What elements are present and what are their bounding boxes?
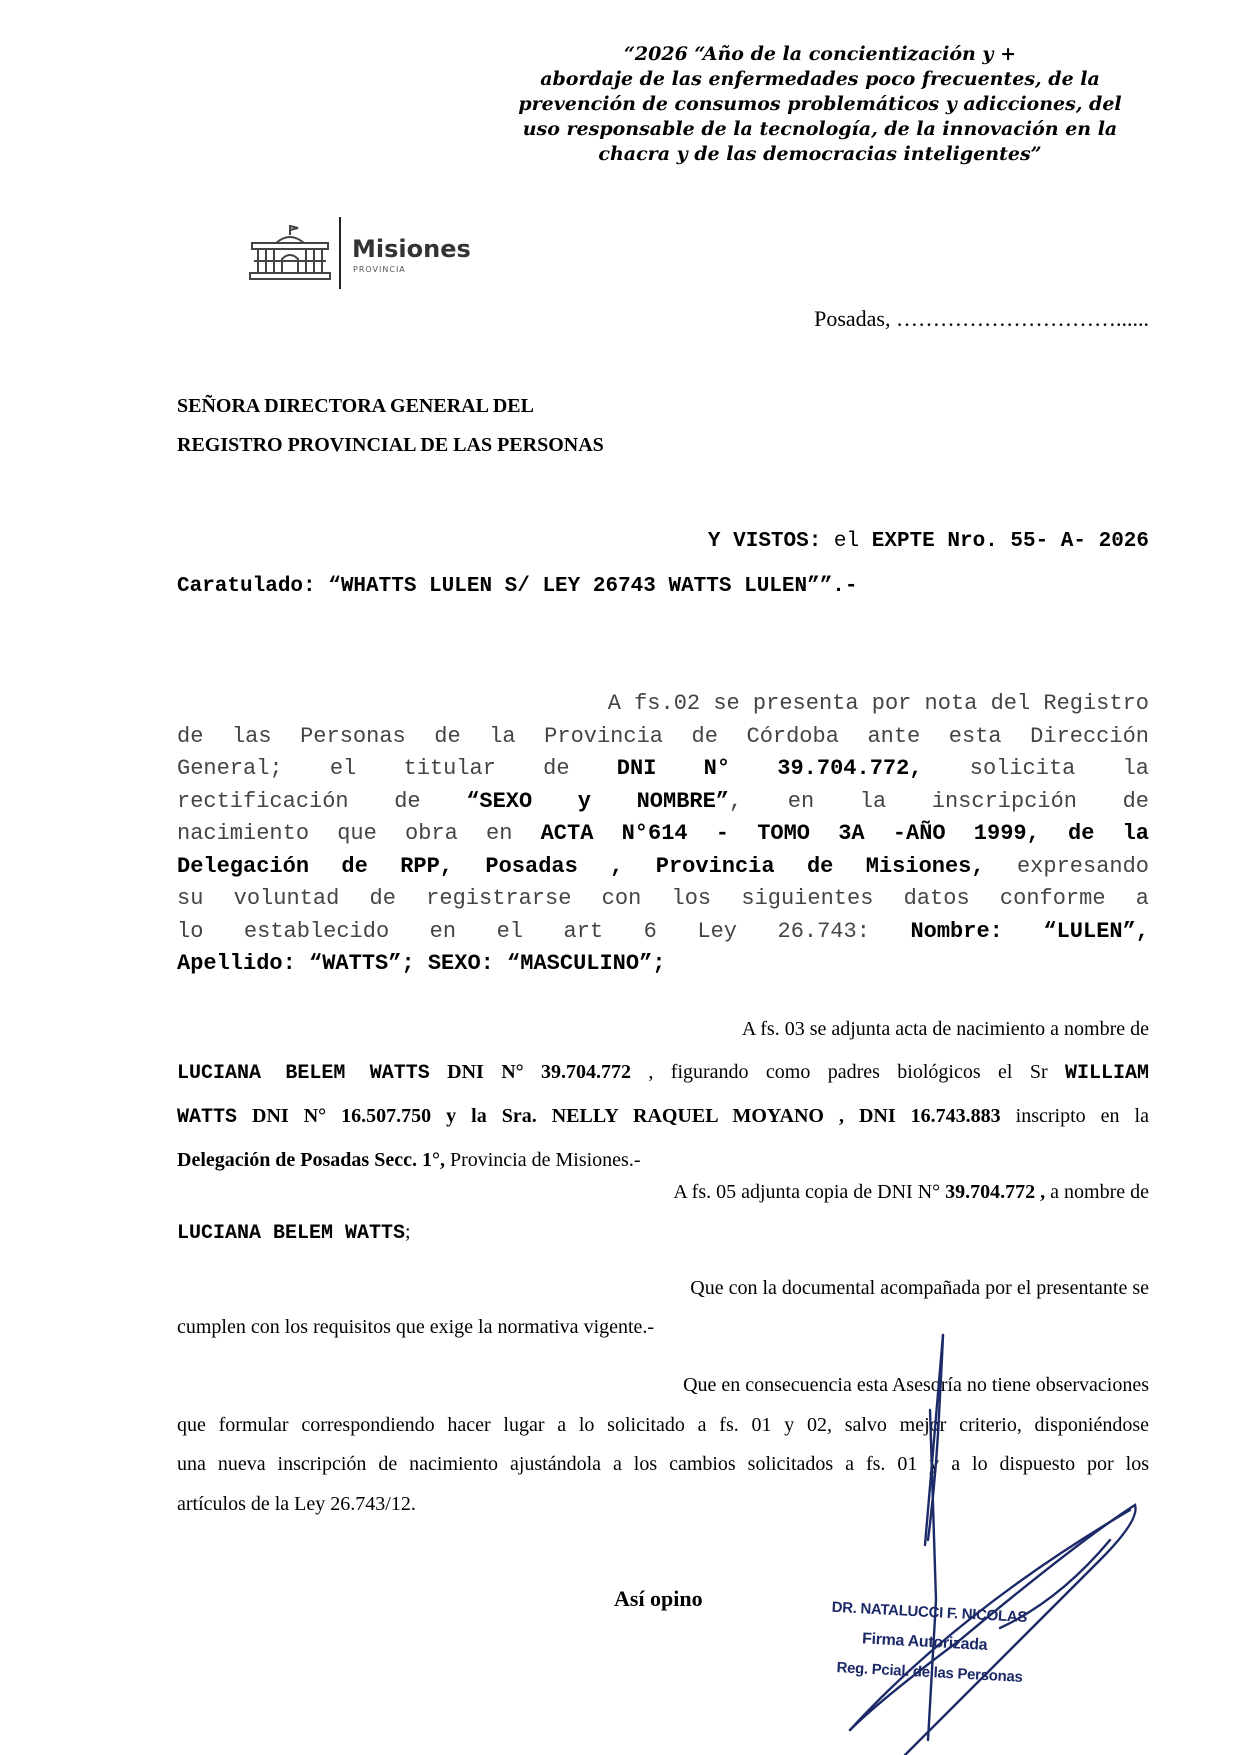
person-name: LUCIANA BELEM WATTS (177, 1062, 430, 1085)
dni-number: DNI N° 39.704.772, (616, 756, 923, 781)
vistos-line (177, 530, 1149, 553)
paragraph-line (177, 1095, 1149, 1139)
caratula-line: Caratulado: “WHATTS LULEN S/ LEY 26743 WATTS LULEN””.- (177, 575, 858, 598)
paragraph-line: su voluntad de registrarse con los siguientes datos conforme a (177, 886, 1149, 911)
text-run: solicita la (922, 756, 1150, 781)
paragraph-line (177, 948, 1149, 981)
vistos-connector: el (821, 530, 872, 553)
text-run: ; (405, 1221, 411, 1243)
closing-text: Así opino (614, 1586, 703, 1611)
paragraph-line (177, 1212, 1149, 1254)
motto-line: “2026 “Año de la concientización y + (623, 43, 1016, 65)
dni-number: 39.704.772 , (945, 1181, 1046, 1203)
paragraph-requirements (177, 1269, 1149, 1347)
text-run: expresando (984, 853, 1149, 879)
paragraph-line (177, 818, 1149, 851)
text-run: Provincia de Misiones.- (444, 1149, 641, 1171)
parents-data: DNI N° 16.507.750 y la Sra. NELLY RAQUEL MOYANO , DNI 16.743.883 (237, 1105, 1016, 1127)
acta-reference: ACTA N°614 - TOMO 3A -AÑO 1999, de la (540, 821, 1149, 846)
dni-number: DNI N° 39.704.772 (429, 1061, 649, 1083)
stamp-line: Firma Autorizada (861, 1630, 988, 1654)
new-surname-sex: Apellido: “WATTS”; SEXO: “MASCULINO”; (177, 951, 666, 976)
paragraph-line: A fs.02 se presenta por nota del Registro (607, 691, 1149, 716)
paragraph-line: Que con la documental acompañada por el presentante se (690, 1277, 1149, 1299)
paragraph-line: una nueva inscripción de nacimiento ajustándola a los cambios solicitados a fs. 01 y a lo dispuesto por los (177, 1453, 1149, 1475)
addressee (177, 387, 604, 465)
motto-line: uso responsable de la tecnología, de la innovación en la (522, 118, 1118, 140)
text-run: nacimiento que obra en (177, 821, 541, 846)
paragraph-line (177, 851, 1149, 884)
rectification-fields: “SEXO y NOMBRE” (466, 788, 730, 814)
text-run: , en la inscripción de (729, 788, 1149, 814)
expediente-number: EXPTE Nro. 55- A- 2026 (871, 530, 1149, 553)
paragraph-line: que formular correspondiendo hacer lugar a lo solicitado a fs. 01 y 02, salvo mejor criterio, disponiéndose (177, 1413, 1149, 1436)
text-run: rectificación de (177, 788, 467, 814)
text-run: General; el titular de (177, 756, 617, 781)
text-run: a nombre de (1045, 1181, 1149, 1203)
year-motto (480, 42, 1160, 167)
stamp-line: Reg. Pcial. de las Personas (836, 1659, 1023, 1686)
father-name: WILLIAM (1064, 1062, 1149, 1085)
father-surname: WATTS (177, 1106, 238, 1129)
paragraph-line (177, 786, 1149, 819)
paragraph-line: cumplen con los requisitos que exige la normativa vigente.- (177, 1316, 655, 1338)
official-stamp (828, 1593, 1032, 1693)
text-run: inscripto en la (1015, 1105, 1149, 1127)
paragraph-line (177, 1172, 1149, 1212)
place-date-line: Posadas, …………………………...... (814, 306, 1149, 331)
addressee-line: REGISTRO PROVINCIAL DE LAS PERSONAS (177, 434, 604, 456)
delegation-name: Delegación de Posadas Secc. 1°, (177, 1149, 445, 1171)
paragraph-line: A fs. 03 se adjunta acta de nacimiento a nombre de (741, 1018, 1149, 1040)
motto-line: chacra y de las democracias inteligentes” (598, 143, 1042, 165)
government-building-icon (246, 223, 334, 283)
paragraph-fs02 (177, 688, 1149, 981)
vistos-label: Y VISTOS: (707, 530, 822, 553)
paragraph-conclusion (177, 1366, 1149, 1524)
logo-divider (339, 217, 341, 289)
addressee-line: SEÑORA DIRECTORA GENERAL DEL (177, 395, 534, 417)
person-name: LUCIANA BELEM WATTS (177, 1222, 406, 1245)
motto-line: abordaje de las enfermedades poco frecuentes, de la (540, 68, 1100, 90)
paragraph-line: artículos de la Ley 26.743/12. (177, 1492, 416, 1515)
stamp-line: DR. NATALUCCI F. NICOLAS (831, 1598, 1028, 1627)
logo-subtitle: PROVINCIA (353, 265, 406, 274)
paragraph-fs03 (177, 1008, 1149, 1182)
paragraph-line: Que en consecuencia esta Asesoría no tiene observaciones (683, 1374, 1149, 1396)
text-run: A fs. 05 adjunta copia de DNI N° (673, 1181, 946, 1203)
paragraph-line (177, 1051, 1149, 1095)
paragraph-fs05 (177, 1172, 1149, 1254)
delegation-reference: Delegación de RPP, Posadas , Provincia de Misiones, (177, 853, 985, 879)
text-run: , figurando como padres biológicos el Sr (648, 1061, 1065, 1083)
text-run: lo establecido en el art 6 Ley 26.743: (177, 918, 911, 944)
paragraph-line (177, 916, 1149, 949)
misiones-logo (246, 215, 486, 291)
logo-name: Misiones (352, 235, 471, 263)
paragraph-line: de las Personas de la Provincia de Córdoba ante esta Dirección (177, 723, 1149, 749)
motto-line: prevención de consumos problemáticos y adicciones, del (518, 93, 1122, 115)
paragraph-line (177, 753, 1149, 786)
new-name: Nombre: “LULEN”, (910, 918, 1150, 944)
